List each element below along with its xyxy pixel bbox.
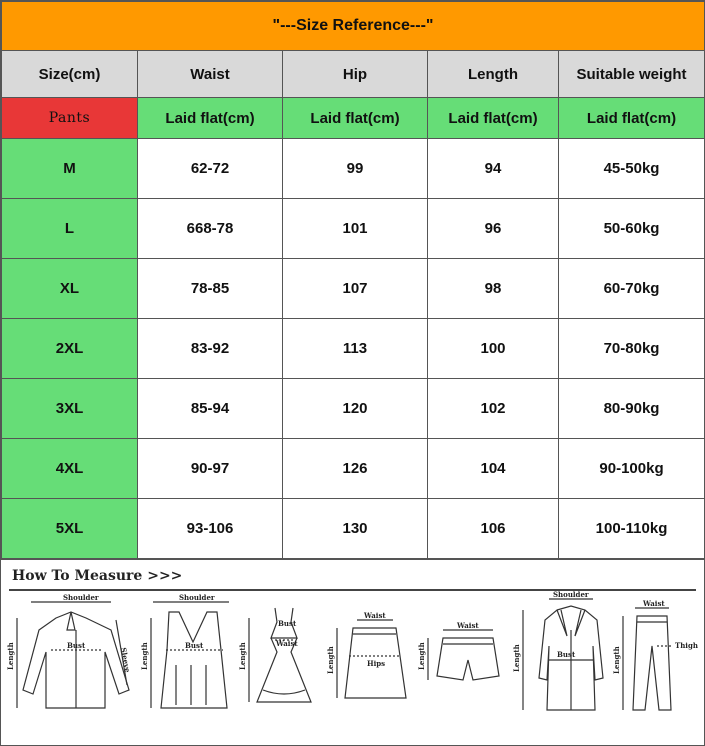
table-row <box>2 199 705 259</box>
waist-cell: 85-94 <box>138 379 283 439</box>
label-bust: Bust <box>185 641 204 650</box>
size-table <box>1 1 705 559</box>
label-length: Length <box>238 642 247 670</box>
weight-cell: 45-50kg <box>559 139 705 199</box>
table-row <box>2 139 705 199</box>
weight-cell: 50-60kg <box>559 199 705 259</box>
weight-cell: 80-90kg <box>559 379 705 439</box>
length-cell: 106 <box>428 499 559 559</box>
label-bust: Bust <box>67 641 86 650</box>
label-waist: Waist <box>276 639 298 648</box>
length-cell: 98 <box>428 259 559 319</box>
col-header-length: Length <box>428 51 559 98</box>
size-cell: 5XL <box>2 499 138 559</box>
length-cell: 100 <box>428 319 559 379</box>
label-hips: Hips <box>367 659 386 668</box>
length-cell: 102 <box>428 379 559 439</box>
length-cell: 96 <box>428 199 559 259</box>
shorts-illustration <box>428 630 499 680</box>
length-cell: 94 <box>428 139 559 199</box>
label-waist: Waist <box>643 599 665 608</box>
size-cell: L <box>2 199 138 259</box>
label-length: Length <box>612 646 621 674</box>
how-to-measure-title: How To Measure >>> <box>12 568 183 584</box>
waist-cell: 62-72 <box>138 139 283 199</box>
size-cell: M <box>2 139 138 199</box>
table-row <box>2 439 705 499</box>
size-cell: 2XL <box>2 319 138 379</box>
hip-cell: 126 <box>283 439 428 499</box>
label-shoulder: Shoulder <box>179 593 215 602</box>
weight-cell: 60-70kg <box>559 259 705 319</box>
label-length: Length <box>326 646 335 674</box>
col-header-size: Size(cm) <box>2 51 138 98</box>
col-header-weight: Suitable weight <box>559 51 705 98</box>
tank-top-illustration <box>151 602 229 708</box>
weight-cell: 100-110kg <box>559 499 705 559</box>
weight-cell: 70-80kg <box>559 319 705 379</box>
hip-cell: 107 <box>283 259 428 319</box>
waist-cell: 83-92 <box>138 319 283 379</box>
weight-cell: 90-100kg <box>559 439 705 499</box>
waist-cell: 78-85 <box>138 259 283 319</box>
size-cell: XL <box>2 259 138 319</box>
hip-cell: 120 <box>283 379 428 439</box>
label-bust: Bust <box>557 650 576 659</box>
table-row <box>2 259 705 319</box>
unit-label: Laid flat(cm) <box>138 98 283 139</box>
label-length: Length <box>417 642 426 670</box>
how-to-measure-section <box>1 559 704 745</box>
blouse-illustration <box>17 602 129 708</box>
hip-cell: 130 <box>283 499 428 559</box>
label-waist: Waist <box>457 621 479 630</box>
label-shoulder: Shoulder <box>63 593 99 602</box>
hip-cell: 101 <box>283 199 428 259</box>
table-title: "---Size Reference---" <box>2 2 705 51</box>
label-shoulder: Shoulder <box>553 590 589 599</box>
table-row <box>2 319 705 379</box>
pants-illustration <box>623 608 673 710</box>
measurement-illustrations <box>1 590 704 740</box>
hip-cell: 99 <box>283 139 428 199</box>
label-waist: Waist <box>364 611 386 620</box>
label-thigh: Thigh <box>675 641 698 650</box>
label-sleeve: Sleeve <box>119 646 133 674</box>
col-header-hip: Hip <box>283 51 428 98</box>
label-bust: Bust <box>278 619 297 628</box>
col-header-waist: Waist <box>138 51 283 98</box>
unit-label: Laid flat(cm) <box>428 98 559 139</box>
label-length: Length <box>512 644 521 672</box>
length-cell: 104 <box>428 439 559 499</box>
size-cell: 4XL <box>2 439 138 499</box>
waist-cell: 90-97 <box>138 439 283 499</box>
size-cell: 3XL <box>2 379 138 439</box>
unit-label: Laid flat(cm) <box>283 98 428 139</box>
table-row <box>2 379 705 439</box>
hip-cell: 113 <box>283 319 428 379</box>
table-row <box>2 499 705 559</box>
header-row <box>2 51 705 98</box>
waist-cell: 668-78 <box>138 199 283 259</box>
label-length: Length <box>140 642 149 670</box>
sub-header-row <box>2 98 705 139</box>
label-length: Length <box>6 642 15 670</box>
category-label: Pants <box>2 98 138 139</box>
waist-cell: 93-106 <box>138 499 283 559</box>
unit-label: Laid flat(cm) <box>559 98 705 139</box>
